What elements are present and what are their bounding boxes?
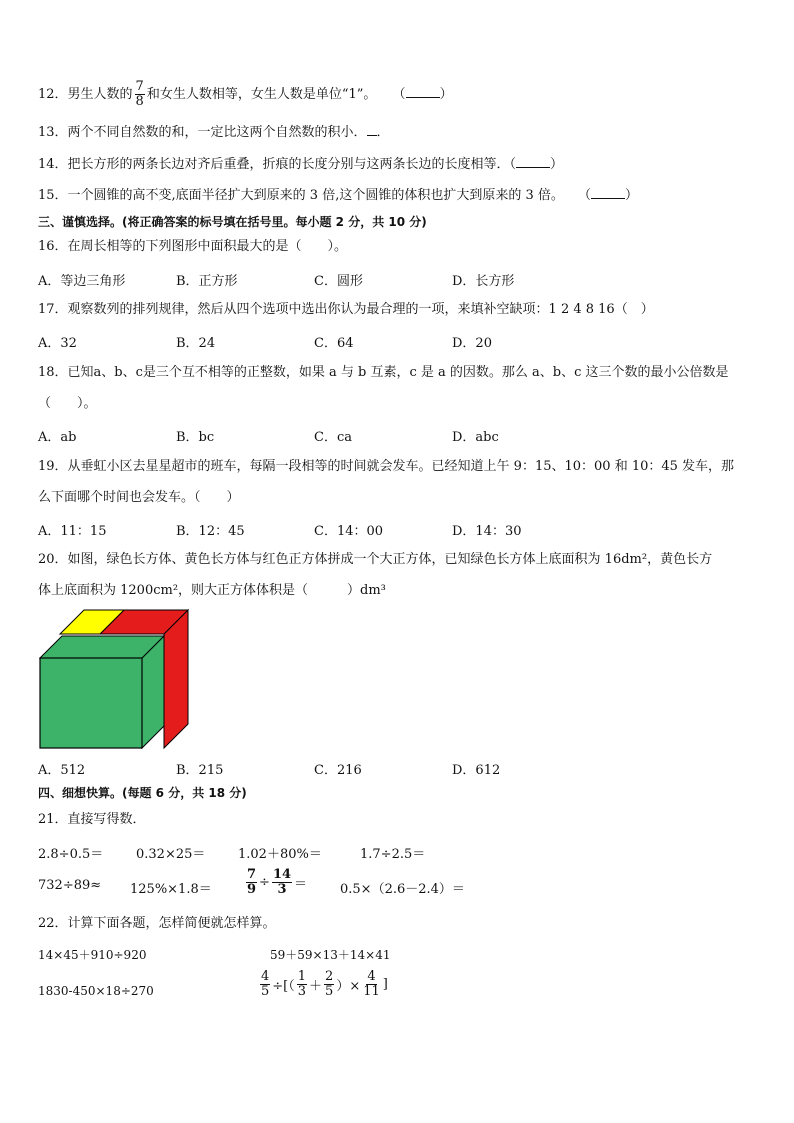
- option-c[interactable]: C．216: [314, 763, 362, 778]
- expression: 1830-450×18÷270: [38, 984, 154, 998]
- calc-item: 0.32×25＝: [136, 847, 206, 862]
- question-19: 19．从垂虹小区去星星超市的班车，每隔一段相等的时间就会发车。已经知道上午 9：15、10：00 和 10：45 发车，那: [38, 459, 735, 474]
- calc-item: 1.02＋80%＝: [238, 847, 322, 862]
- option-a[interactable]: A．512: [38, 763, 86, 778]
- question-20-cont: 体上底面积为 1200cm²，则大正方体体积是（ ）dm³: [38, 583, 386, 598]
- question-19-cont: 么下面哪个时间也会发车。（ ）: [38, 490, 240, 505]
- option-c[interactable]: C．ca: [314, 430, 352, 445]
- calc-item: 732÷89≈: [38, 878, 102, 893]
- expression-fractions: $\frac{4}{5}$ ÷[（ $\frac{1}{3}$ ＋ $\frac{2}{5}$ ）× $\frac{4}{11}$ ]: [261, 969, 388, 999]
- question-18: 18．已知a、b、c是三个互不相等的正整数，如果 a 与 b 互素，c 是 a 的因数。那么 a、b、c 这三个数的最小公倍数是: [38, 365, 729, 380]
- calc-fraction-division: $\frac{7}{9}$ ÷ $\frac{14}{3}$ ＝: [247, 867, 308, 897]
- question-15: 15．一个圆锥的高不变,底面半径扩大到原来的 3 倍,这个圆锥的体积也扩大到原来的 3 倍。 （ ）: [38, 188, 639, 203]
- option-a[interactable]: A．32: [38, 336, 77, 351]
- expression: 59＋59×13＋14×41: [270, 948, 391, 962]
- option-b[interactable]: B．215: [176, 763, 224, 778]
- option-a[interactable]: A．ab: [38, 430, 77, 445]
- option-d[interactable]: D．abc: [452, 430, 499, 445]
- calc-item: 125%×1.8＝: [130, 882, 212, 897]
- answer-blank[interactable]: [406, 97, 440, 98]
- calc-item: 1.7÷2.5＝: [360, 847, 426, 862]
- question-12: 12．男生人数的 $\frac{7}{8}$ 和女生人数相等，女生人数是单位“1”。 （ ）: [38, 79, 453, 109]
- question-22: 22．计算下面各题，怎样简便就怎样算。: [38, 916, 276, 931]
- question-14: 14．把长方形的两条长边对齐后重叠，折痕的长度分别与这两条长边的长度相等．（ ）: [38, 157, 564, 172]
- green-cuboid-front: [40, 658, 142, 748]
- option-c[interactable]: C．64: [314, 336, 354, 351]
- option-c[interactable]: C．14：00: [314, 524, 384, 539]
- fraction: $\frac{4}{5}$: [261, 969, 270, 999]
- fraction: $\frac{7}{8}$: [135, 79, 144, 109]
- section-4-heading: 四、细想快算。(每题 6 分，共 18 分): [38, 786, 247, 800]
- answer-blank[interactable]: [516, 167, 550, 168]
- question-18-cont: （ ）。: [38, 396, 97, 411]
- question-20: 20．如图，绿色长方体、黄色长方体与红色正方体拼成一个大正方体，已知绿色长方体上底面积为 16dm²，黄色长方: [38, 552, 713, 567]
- expression: 14×45＋910÷920: [38, 948, 147, 962]
- question-13: 13．两个不同自然数的和，一定比这两个自然数的积小． ．: [38, 125, 390, 140]
- green-cuboid-top: [40, 636, 164, 658]
- cube-figure: [36, 606, 196, 752]
- fraction: $\frac{1}{3}$: [297, 969, 307, 999]
- calc-item: 0.5×（2.6－2.4）＝: [340, 882, 465, 897]
- section-3-heading: 三、谨慎选择。(将正确答案的标号填在括号里。每小题 2 分，共 10 分): [38, 215, 427, 229]
- answer-blank[interactable]: [591, 198, 625, 199]
- question-16: 16．在周长相等的下列图形中面积最大的是（ ）。: [38, 239, 348, 254]
- option-b[interactable]: B．bc: [176, 430, 215, 445]
- option-b[interactable]: B．12：45: [176, 524, 245, 539]
- fraction: $\frac{7}{9}$: [247, 867, 257, 897]
- question-21: 21．直接写得数．: [38, 812, 146, 827]
- fraction: $\frac{2}{5}$: [325, 969, 334, 999]
- option-d[interactable]: D．20: [452, 336, 492, 351]
- option-a[interactable]: A．等边三角形: [38, 274, 126, 289]
- option-b[interactable]: B．正方形: [176, 274, 238, 289]
- calc-item: 2.8÷0.5＝: [38, 847, 104, 862]
- option-a[interactable]: A．11：15: [38, 524, 107, 539]
- option-c[interactable]: C．圆形: [314, 274, 363, 289]
- option-d[interactable]: D．14：30: [452, 524, 522, 539]
- option-d[interactable]: D．612: [452, 763, 501, 778]
- fraction: $\frac{4}{11}$: [363, 969, 380, 999]
- fraction: $\frac{14}{3}$: [272, 867, 292, 897]
- question-17: 17．观察数列的排列规律，然后从四个选项中选出你认为最合理的一项，来填补空缺项：1 2 4 8 16（ ）: [38, 302, 654, 317]
- option-d[interactable]: D．长方形: [452, 274, 515, 289]
- answer-blank[interactable]: [367, 135, 377, 136]
- option-b[interactable]: B．24: [176, 336, 216, 351]
